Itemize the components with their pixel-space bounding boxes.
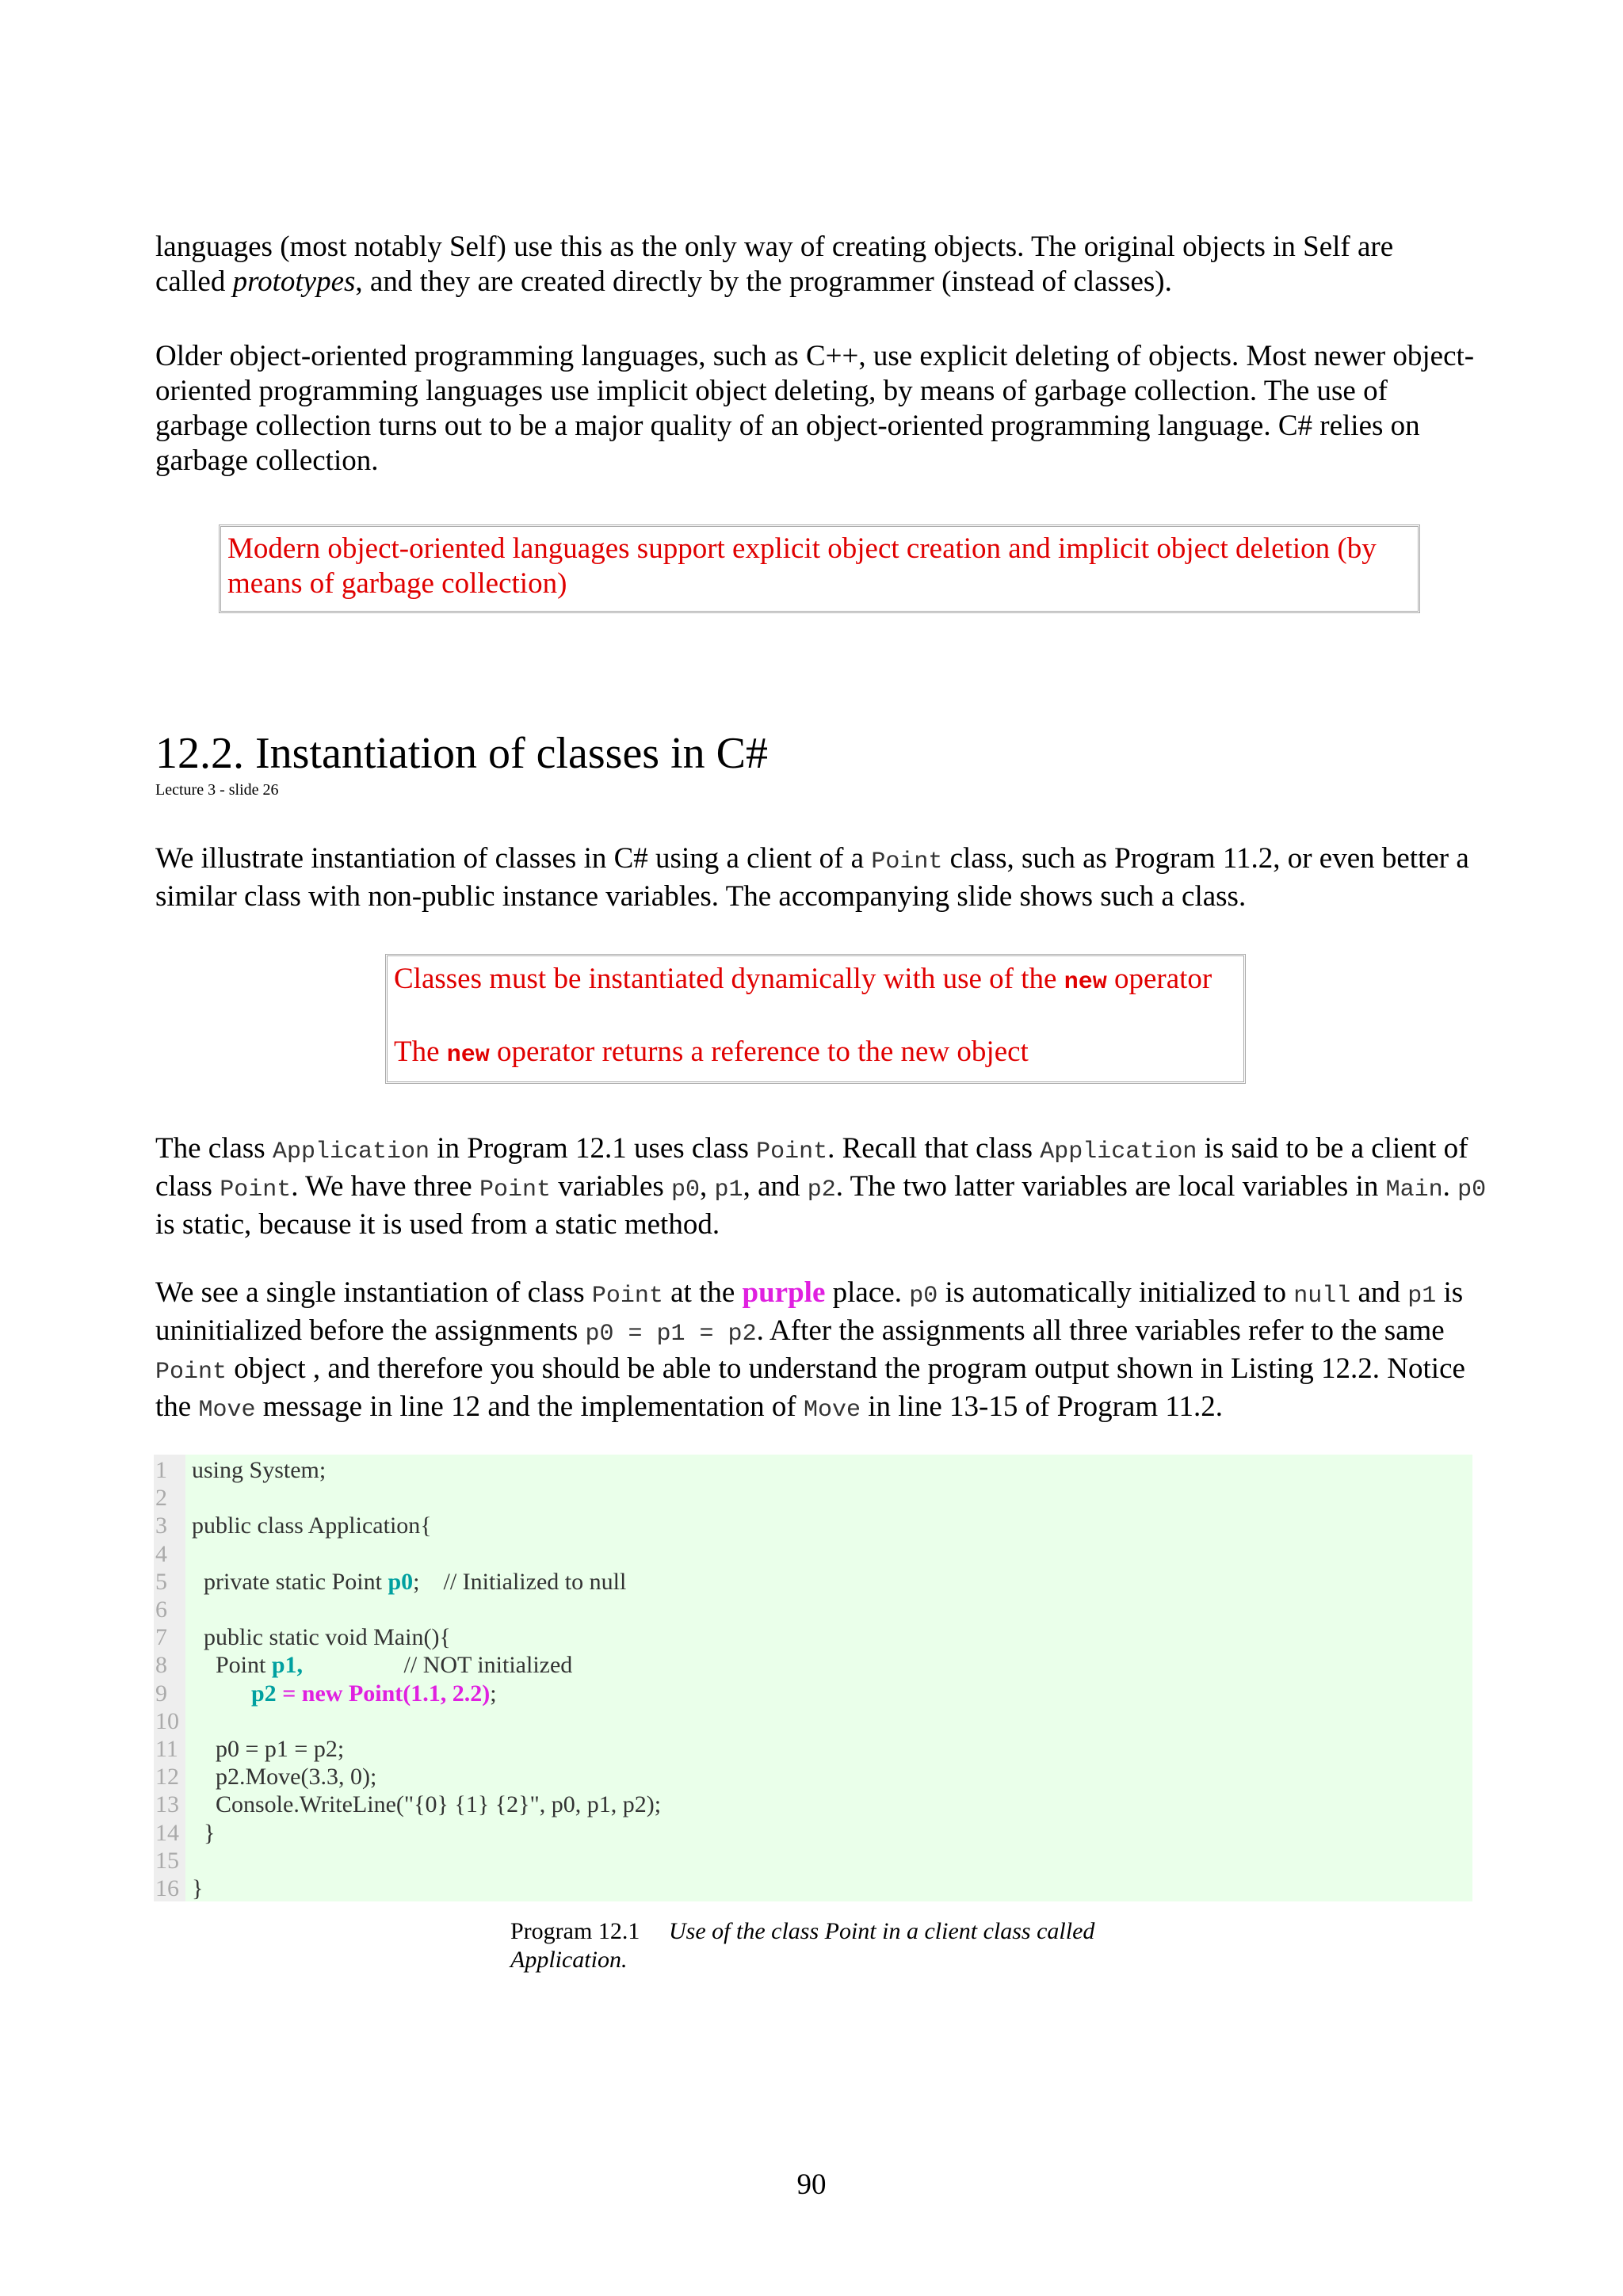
line-number: 2: [155, 1485, 167, 1512]
line-number: 12: [155, 1764, 179, 1791]
key-point-gc-text: Modern object-oriented languages support explicit object creation and implicit object deletion (by means of garbage collection): [227, 532, 1377, 600]
new-keyword: new: [446, 1042, 490, 1069]
code-application: Application: [1040, 1138, 1197, 1165]
key-point-box-new: [385, 954, 1246, 1084]
illustrate-text-1: We illustrate instantiation of classes in C# using a client of a: [155, 842, 872, 875]
line-number: 1: [155, 1457, 167, 1483]
code-source: [192, 1568, 626, 1596]
line-number: 7: [155, 1624, 167, 1651]
code-source: [192, 1512, 432, 1540]
intro-paragraph: [155, 230, 1487, 299]
section-heading: 12.2. Instantiation of classes in C#: [155, 729, 769, 778]
intro-line-2-pre: called: [155, 265, 233, 298]
code-line: [154, 1651, 1472, 1680]
line-number: 9: [155, 1680, 167, 1707]
code-text: ; // Initialized to null: [413, 1568, 627, 1595]
code-line: [154, 1596, 1472, 1624]
code-text: // NOT initialized: [303, 1652, 573, 1679]
code-text: public static void Main(){: [192, 1624, 451, 1651]
code-line: [154, 1847, 1472, 1875]
intro-line-2-post: , and they are created directly by the programmer (instead of classes).: [355, 265, 1172, 298]
code-text: public class Application{: [192, 1512, 432, 1539]
code-p0: p0: [671, 1177, 701, 1203]
code-line: [154, 1791, 1472, 1819]
code-line: [154, 1540, 1472, 1569]
code-line: [154, 1875, 1472, 1903]
code-line: [154, 1484, 1472, 1512]
code-source: [192, 1651, 572, 1680]
slide-reference: Lecture 3 - slide 26: [155, 781, 279, 799]
code-text: }: [192, 1875, 204, 1901]
code-main: Main: [1385, 1177, 1443, 1203]
code-p1: p1: [714, 1177, 743, 1203]
line-number: 14: [155, 1819, 179, 1846]
key-point-new-line-1: Classes must be instantiated dynamically with use of the new operator: [394, 963, 1212, 996]
line-number: 5: [155, 1568, 167, 1595]
highlighted-variable: p0: [388, 1568, 414, 1595]
code-line: [154, 1819, 1472, 1848]
key-point-new-line-2: The new operator returns a reference to the new object: [394, 1035, 1029, 1069]
code-text: }: [192, 1819, 216, 1846]
code-source: [192, 1680, 497, 1708]
highlighted-variable: p1,: [271, 1652, 304, 1679]
code-text: Point: [192, 1652, 272, 1679]
code-move: Move: [198, 1397, 256, 1424]
code-line: [154, 1707, 1472, 1736]
program-caption: [510, 1917, 1144, 1974]
code-source: [192, 1456, 326, 1485]
class-paragraph: The class Application in Program 12.1 uses class Point. Recall that class Application is said to be a client of class Point. We have three Point variables p0, p1, and p2. The two latter variables are local variables in Main. p0 is static, because it is used from a static method.: [155, 1132, 1487, 1241]
code-point: Point: [155, 1359, 227, 1386]
code-source: [192, 1875, 203, 1903]
code-point: Point: [479, 1177, 551, 1203]
line-number: 4: [155, 1540, 167, 1567]
page-number: 90: [796, 2168, 827, 2201]
line-number: 6: [155, 1596, 167, 1623]
code-text: private static Point: [192, 1568, 388, 1595]
program-listing: [154, 1455, 1472, 1901]
line-number: 11: [155, 1736, 178, 1762]
code-point: Point: [220, 1177, 292, 1203]
intro-line-1: languages (most notably Self) use this as the only way of creating objects. The original objects in Self are: [155, 231, 1394, 263]
code-move: Move: [804, 1397, 861, 1424]
code-line: [154, 1735, 1472, 1764]
line-number: 3: [155, 1512, 167, 1539]
code-source: [192, 1623, 451, 1652]
gc-paragraph: Older object-oriented programming languages, such as C++, use explicit deleting of objects. Most newer object-oriented programming languages use implicit object deleting, by means of garbage collection. The use of garbage collection turns out to be a major quality of an object-oriented programming language. C# relies on garbage collection.: [155, 340, 1475, 477]
code-p2: p2: [807, 1177, 836, 1203]
code-line: [154, 1680, 1472, 1708]
code-text: [192, 1680, 251, 1707]
code-null: null: [1293, 1283, 1351, 1310]
code-assignment: p0 = p1 = p2: [585, 1321, 757, 1348]
code-line: [154, 1568, 1472, 1596]
code-p0: p0: [909, 1283, 938, 1310]
code-text: ;: [490, 1680, 497, 1707]
line-number: 16: [155, 1875, 179, 1901]
code-source: [192, 1763, 376, 1791]
illustrate-text-2: class, such as Program 11.2, or even better a similar class with non-public instance variables. The accompanying slide shows such a class.: [155, 842, 1469, 913]
line-number: 8: [155, 1652, 167, 1679]
code-line: [154, 1456, 1472, 1485]
code-source: [192, 1819, 215, 1848]
instantiation-expression: = new Point(1.1, 2.2): [276, 1680, 491, 1707]
code-application: Application: [272, 1138, 430, 1165]
line-number: 13: [155, 1791, 179, 1818]
code-line: [154, 1623, 1472, 1652]
code-text: p2.Move(3.3, 0);: [192, 1764, 377, 1791]
highlighted-variable: p2: [251, 1680, 277, 1707]
code-line: [154, 1512, 1472, 1540]
new-keyword: new: [1064, 969, 1107, 996]
code-point: Point: [591, 1283, 663, 1310]
code-text: using System;: [192, 1457, 327, 1483]
code-p1: p1: [1407, 1283, 1437, 1310]
caption-description: Use of the class Point in a client class called Application.: [510, 1918, 1095, 1973]
line-number: 15: [155, 1847, 179, 1874]
code-point: Point: [756, 1138, 828, 1165]
key-point-box-gc: [219, 524, 1420, 613]
illustrate-paragraph: [155, 841, 1487, 914]
code-text: Console.WriteLine("{0} {1} {2}", p0, p1, p2);: [192, 1791, 662, 1818]
prototypes-term: prototypes: [232, 265, 356, 298]
line-number: 10: [155, 1707, 179, 1734]
code-text: p0 = p1 = p2;: [192, 1736, 345, 1762]
caption-title: Program 12.1: [510, 1918, 640, 1944]
purple-highlight-word: purple: [742, 1276, 826, 1309]
single-instantiation-paragraph: We see a single instantiation of class Point at the purple place. p0 is automatically initialized to null and p1 is uninitialized before the assignments p0 = p1 = p2. After the assignments all three variables refer to the same Point object , and therefore you should be able to understand the program output shown in Listing 12.2. Notice the Move message in line 12 and the implementation of Move in line 13-15 of Program 11.2.: [155, 1276, 1465, 1424]
code-line: [154, 1763, 1472, 1791]
code-p0: p0: [1457, 1177, 1487, 1203]
code-source: [192, 1735, 344, 1764]
code-point: Point: [871, 849, 943, 875]
code-source: [192, 1791, 661, 1819]
